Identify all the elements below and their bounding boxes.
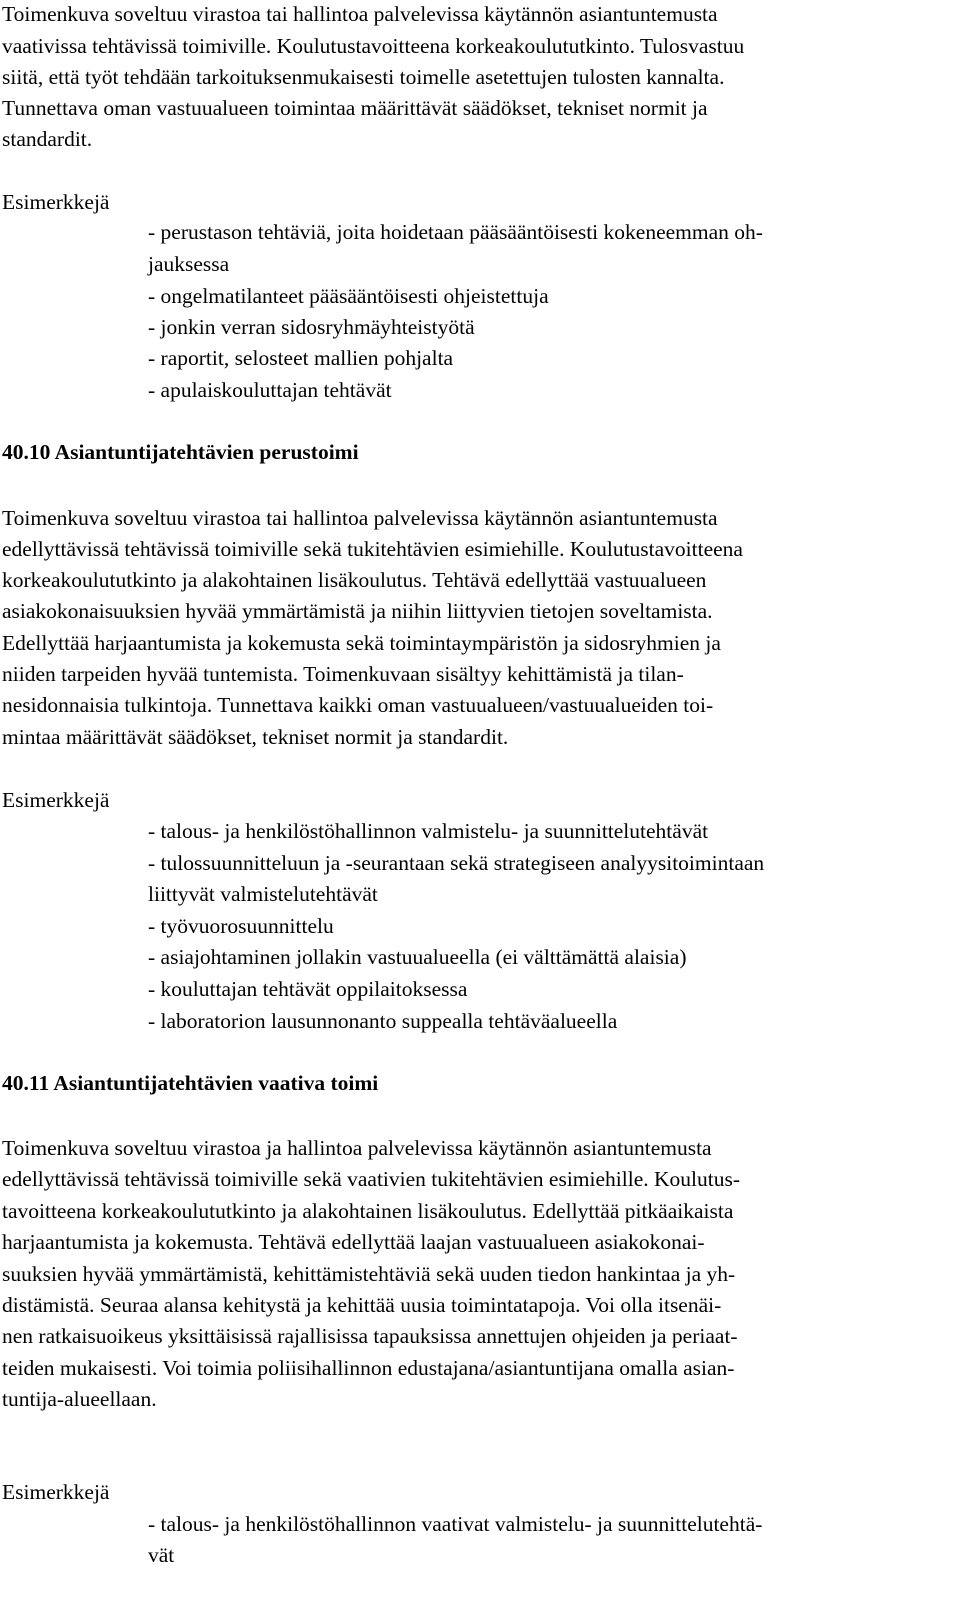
body-line: Edellyttää harjaantumista ja kokemusta sekä toimintaympäristön ja sidosryhmien ja [2, 631, 721, 655]
body-line: nesidonnaisia tulkintoja. Tunnettava kaikki oman vastuualueen/vastuualueiden toi- [2, 693, 714, 717]
body-line: edellyttävissä tehtävissä toimiville sekä vaativien tukitehtävien esimiehille. Koulutus- [2, 1167, 740, 1191]
example-item: - jonkin verran sidosryhmäyhteistyötä [148, 315, 475, 339]
body-line: niiden tarpeiden hyvää tuntemista. Toimenkuvaan sisältyy kehittämistä ja tilan- [2, 662, 684, 686]
examples-label: Esimerkkejä [2, 190, 110, 214]
body-line: teiden mukaisesti. Voi toimia poliisihallinnon edustajana/asiantuntijana omalla asian- [2, 1356, 735, 1380]
intro-line: siitä, että työt tehdään tarkoituksenmukaisesti toimelle asetettujen tulosten kannalta. [2, 65, 725, 89]
example-item: - tulossuunnitteluun ja -seurantaan sekä strategiseen analyysitoimintaan [148, 851, 765, 875]
example-item: - kouluttajan tehtävät oppilaitoksessa [148, 977, 468, 1001]
intro-line: vaativissa tehtävissä toimiville. Koulutustavoitteena korkeakoulututkinto. Tulosvastuu [2, 34, 745, 58]
body-line: nen ratkaisuoikeus yksittäisissä rajallisissa tapauksissa annettujen ohjeiden ja periaat- [2, 1324, 738, 1348]
section-heading: 40.11 Asiantuntijatehtävien vaativa toimi [2, 1071, 379, 1095]
example-item: jauksessa [148, 252, 230, 276]
body-line: korkeakoulututkinto ja alakohtainen lisäkoulutus. Tehtävä edellyttää vastuualueen [2, 568, 707, 592]
body-line: Toimenkuva soveltuu virastoa ja hallintoa palvelevissa käytännön asiantuntemusta [2, 1136, 712, 1160]
examples-label: Esimerkkejä [2, 788, 110, 812]
section-heading: 40.10 Asiantuntijatehtävien perustoimi [2, 440, 359, 464]
example-item: - ongelmatilanteet pääsääntöisesti ohjeistettuja [148, 284, 549, 308]
body-line: tavoitteena korkeakoulututkinto ja alakohtainen lisäkoulutus. Edellyttää pitkäaikaista [2, 1199, 734, 1223]
body-line: edellyttävissä tehtävissä toimiville sekä tukitehtävien esimiehille. Koulutustavoitteena [2, 537, 743, 561]
body-line: asiakokonaisuuksien hyvää ymmärtämistä ja niihin liittyvien tietojen soveltamista. [2, 599, 713, 623]
example-item: - asiajohtaminen jollakin vastuualueella (ei välttämättä alaisia) [148, 945, 687, 969]
body-line: suuksien hyvää ymmärtämistä, kehittämistehtäviä sekä uuden tiedon hankintaa ja yh- [2, 1262, 736, 1286]
example-item: - raportit, selosteet mallien pohjalta [148, 346, 454, 370]
example-item: liittyvät valmistelutehtävät [148, 882, 378, 906]
example-item: vät [148, 1543, 175, 1567]
example-item: - apulaiskouluttajan tehtävät [148, 378, 392, 402]
example-item: - laboratorion lausunnonanto suppealla tehtäväalueella [148, 1009, 618, 1033]
examples-label: Esimerkkejä [2, 1480, 110, 1504]
example-item: - työvuorosuunnittelu [148, 914, 334, 938]
body-line: mintaa määrittävät säädökset, tekniset normit ja standardit. [2, 725, 509, 749]
intro-line: Tunnettava oman vastuualueen toimintaa määrittävät säädökset, tekniset normit ja [2, 96, 708, 120]
example-item: - talous- ja henkilöstöhallinnon valmistelu- ja suunnittelutehtävät [148, 819, 709, 843]
example-item: - perustason tehtäviä, joita hoidetaan pääsääntöisesti kokeneemman oh- [148, 220, 763, 244]
body-line: tuntija-alueellaan. [2, 1387, 157, 1411]
body-line: Toimenkuva soveltuu virastoa tai hallintoa palvelevissa käytännön asiantuntemusta [2, 506, 718, 530]
body-line: harjaantumista ja kokemusta. Tehtävä edellyttää laajan vastuualueen asiakokonai- [2, 1230, 705, 1254]
body-line: distämistä. Seuraa alansa kehitystä ja kehittää uusia toimintatapoja. Voi olla itsenäi- [2, 1293, 722, 1317]
intro-line: standardit. [2, 127, 93, 151]
example-item: - talous- ja henkilöstöhallinnon vaativat valmistelu- ja suunnittelutehtä- [148, 1512, 763, 1536]
intro-line: Toimenkuva soveltuu virastoa tai hallintoa palvelevissa käytännön asiantuntemusta [2, 2, 718, 26]
